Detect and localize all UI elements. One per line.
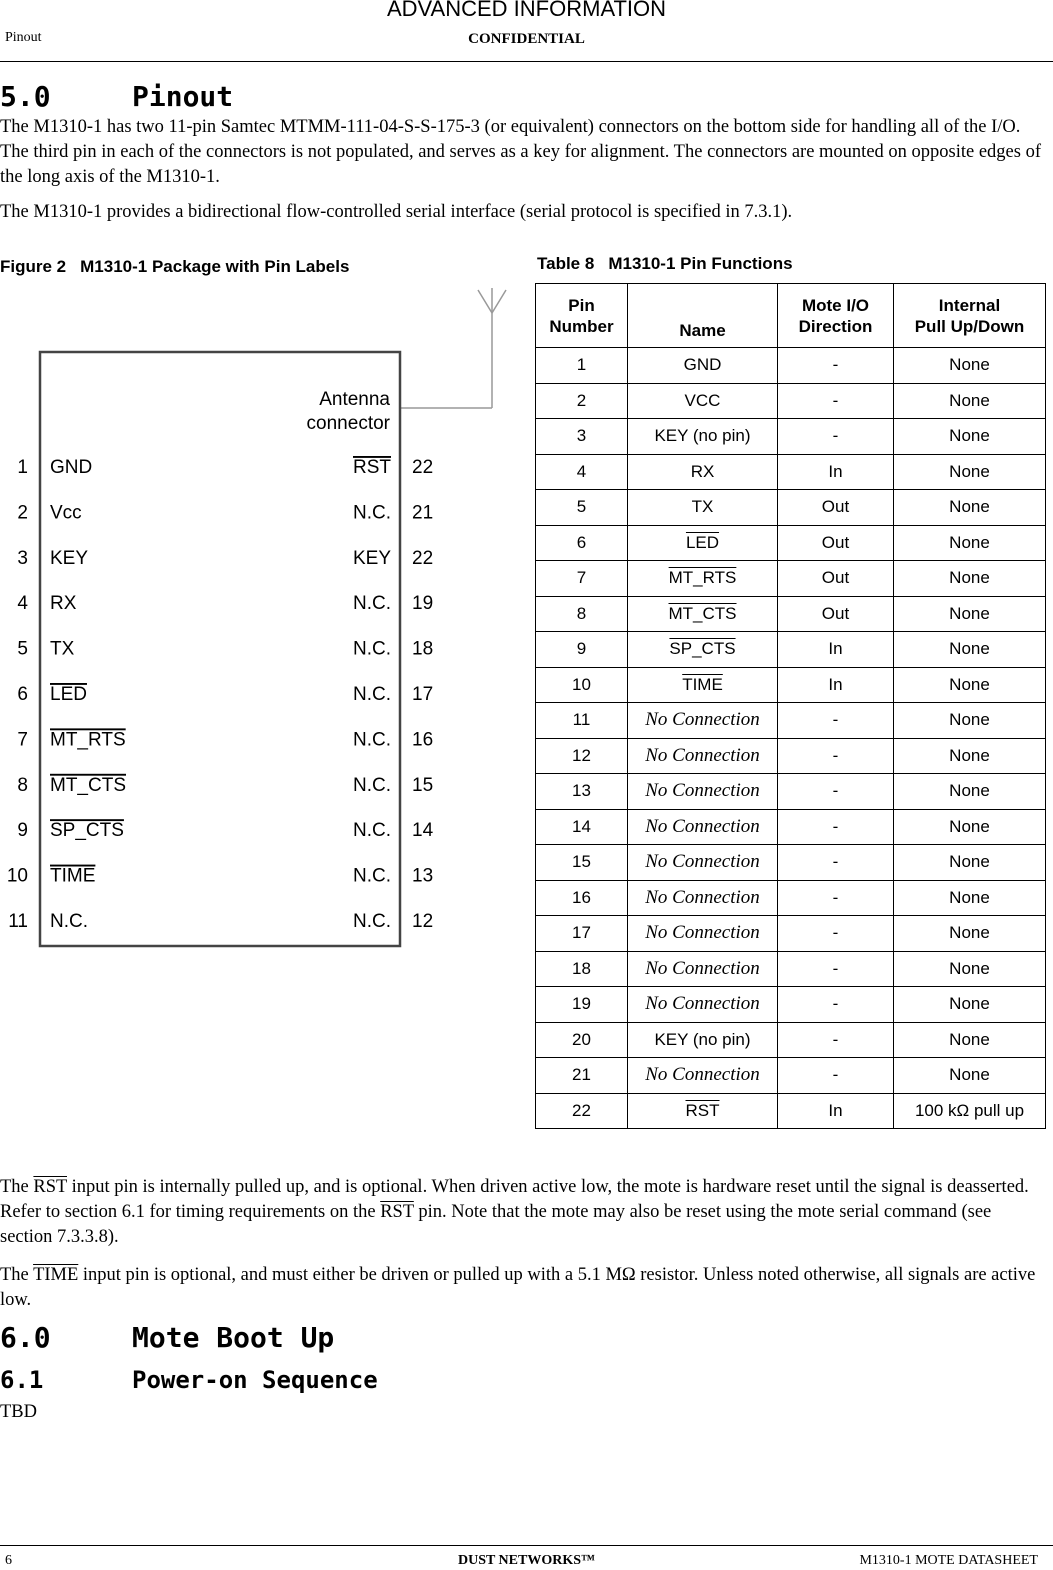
package-pin-diagram	[0, 280, 520, 960]
cell-pin: 13	[536, 774, 628, 810]
pin-label: GND	[50, 457, 93, 478]
cell-name: No Connection	[628, 774, 778, 810]
pinout-paragraph-1: The M1310-1 has two 11-pin Samtec MTMM-111-04-S-S-175-3 (or equivalent) connectors on the bottom side for handling all of the I/O. The third pin in each of the connectors is not populated, and serves as a key for alignment. The connectors are mounted on opposite edges of the long axis of the M1310-1.	[0, 117, 1042, 187]
cell-name: TIME	[628, 667, 778, 703]
section-6-1-heading	[0, 1366, 378, 1394]
table-title: M1310-1 Pin Functions	[608, 254, 793, 273]
rst-signal: $\overline{RST}$	[33, 1177, 67, 1197]
table-row	[536, 667, 1046, 703]
pin-label: SP_CTS	[50, 820, 124, 842]
cell-pull: None	[894, 738, 1046, 774]
time-paragraph: The TIME input pin is optional, and must either be driven or pulled up with a 5.1 MΩ resistor. Unless noted otherwise, all signals are active low.	[0, 1265, 1036, 1310]
pin-number: 18	[412, 638, 434, 660]
pin-label: Vcc	[50, 502, 82, 524]
table-row	[536, 454, 1046, 490]
cell-pin: 9	[536, 632, 628, 668]
pin-number: 9	[17, 820, 28, 842]
cell-direction: -	[778, 845, 894, 881]
antenna-arm-right	[492, 290, 506, 313]
header-direction: Mote I/O Direction	[778, 284, 894, 348]
footer-doc-title: M1310-1 MOTE DATASHEET	[859, 1553, 1038, 1568]
cell-pin: 18	[536, 951, 628, 987]
cell-pin: 1	[536, 348, 628, 384]
cell-pull: 100 kΩ pull up	[894, 1093, 1046, 1129]
cell-name: No Connection	[628, 738, 778, 774]
cell-name: SP_CTS	[628, 632, 778, 668]
right-pin-column	[353, 457, 434, 932]
pin-number: 7	[17, 729, 28, 751]
pin-label: KEY	[352, 547, 391, 569]
cell-pull: None	[894, 845, 1046, 881]
cell-pin: 21	[536, 1058, 628, 1094]
pin-number: 6	[17, 684, 28, 705]
table-row	[536, 916, 1046, 952]
cell-pin: 5	[536, 490, 628, 526]
cell-pin: 15	[536, 845, 628, 881]
figure-caption	[0, 257, 349, 277]
cell-direction: Out	[778, 596, 894, 632]
cell-pin: 14	[536, 809, 628, 845]
rst-paragraph: The $\overline{RST}$ input pin is internally pulled up, and is optional. When driven active low, the mote is hardware reset until the signal is deasserted. Refer to section 6.1 for timing requirements on the $\overline{RST}$ pin. Note that the mote may also be reset using the mote serial command (see section 7.3.3.8).	[0, 1177, 1029, 1247]
pin-label: LED	[50, 684, 87, 705]
cell-pull: None	[894, 774, 1046, 810]
antenna-label-line1: Antenna	[319, 389, 390, 410]
pin-label: MT_RTS	[50, 729, 126, 751]
table-row	[536, 525, 1046, 561]
cell-pin: 20	[536, 1022, 628, 1058]
pin-label: RST	[353, 457, 391, 478]
cell-name: No Connection	[628, 880, 778, 916]
cell-pin: 19	[536, 987, 628, 1023]
cell-name: VCC	[628, 383, 778, 419]
pin-label: N.C.	[353, 729, 391, 751]
pin-number: 17	[412, 684, 434, 705]
subsection-number: 6.1	[0, 1366, 44, 1394]
footer-rule	[0, 1545, 1053, 1546]
header-rule	[0, 61, 1053, 62]
cell-direction: In	[778, 454, 894, 490]
cell-direction: Out	[778, 525, 894, 561]
cell-direction: -	[778, 348, 894, 384]
cell-pull: None	[894, 596, 1046, 632]
table-row	[536, 419, 1046, 455]
cell-pull: None	[894, 987, 1046, 1023]
cell-name: $\overline{RST}$	[628, 1093, 778, 1129]
cell-name: TX	[628, 490, 778, 526]
cell-pull: None	[894, 809, 1046, 845]
table-row	[536, 1058, 1046, 1094]
figure-title: M1310-1 Package with Pin Labels	[80, 257, 350, 276]
pin-number: 13	[412, 865, 434, 887]
cell-name: No Connection	[628, 703, 778, 739]
table-row	[536, 951, 1046, 987]
header-section-label: Pinout	[5, 30, 42, 45]
cell-direction: In	[778, 632, 894, 668]
cell-pull: None	[894, 454, 1046, 490]
rst-signal: $\overline{RST}$	[380, 1202, 414, 1222]
cell-pin: 22	[536, 1093, 628, 1129]
pin-label: N.C.	[353, 593, 391, 615]
pin-number: 8	[17, 774, 28, 796]
pin-label: KEY	[50, 547, 89, 569]
pin-number: 5	[17, 638, 28, 660]
pin-number: 22	[412, 457, 434, 478]
table-row	[536, 596, 1046, 632]
section-title: Pinout	[132, 80, 234, 113]
cell-pull: None	[894, 490, 1046, 526]
cell-pull: None	[894, 383, 1046, 419]
pin-number: 16	[412, 729, 434, 751]
cell-direction: Out	[778, 561, 894, 597]
advanced-information-banner: ADVANCED INFORMATION	[386, 0, 667, 21]
cell-direction: -	[778, 1058, 894, 1094]
cell-pin: 16	[536, 880, 628, 916]
table-row	[536, 383, 1046, 419]
pin-number: 3	[17, 547, 28, 569]
cell-pull: None	[894, 703, 1046, 739]
cell-pull: None	[894, 1022, 1046, 1058]
pin-number: 1	[17, 457, 28, 478]
cell-pin: 2	[536, 383, 628, 419]
table-row	[536, 632, 1046, 668]
pin-number: 11	[8, 911, 28, 932]
pin-label: N.C.	[353, 820, 391, 842]
time-signal: TIME	[33, 1265, 79, 1285]
cell-name: No Connection	[628, 809, 778, 845]
pin-label: N.C.	[353, 638, 391, 660]
page-number: 6	[5, 1553, 12, 1568]
cell-pull: None	[894, 348, 1046, 384]
cell-pin: 8	[536, 596, 628, 632]
table-header-row	[536, 284, 1046, 348]
section-number: 6.0	[0, 1321, 51, 1354]
table-row	[536, 1093, 1046, 1129]
pin-number: 21	[412, 502, 434, 524]
cell-direction: -	[778, 774, 894, 810]
pin-label: N.C.	[50, 911, 88, 932]
table-row	[536, 348, 1046, 384]
section-5-heading	[0, 80, 233, 113]
pin-label: N.C.	[353, 774, 391, 796]
section-title: Mote Boot Up	[132, 1321, 335, 1354]
cell-pin: 6	[536, 525, 628, 561]
cell-name: No Connection	[628, 1058, 778, 1094]
pin-number: 2	[17, 502, 28, 524]
cell-direction: In	[778, 1093, 894, 1129]
antenna-label-line2: connector	[306, 413, 390, 434]
pin-label: N.C.	[353, 502, 391, 524]
power-on-body: TBD	[0, 1402, 37, 1422]
cell-pull: None	[894, 916, 1046, 952]
table-row	[536, 809, 1046, 845]
pin-label: N.C.	[353, 865, 391, 887]
pin-number: 22	[412, 547, 434, 569]
pin-label: N.C.	[353, 911, 391, 932]
header-confidential: CONFIDENTIAL	[468, 31, 585, 47]
table-row	[536, 703, 1046, 739]
cell-name: $\overline{LED}$	[628, 525, 778, 561]
cell-name: RX	[628, 454, 778, 490]
pin-label: TX	[50, 638, 75, 660]
cell-pull: None	[894, 561, 1046, 597]
cell-pin: 17	[536, 916, 628, 952]
cell-direction: -	[778, 383, 894, 419]
pin-label: N.C.	[353, 684, 391, 705]
pin-number: 10	[6, 865, 28, 887]
table-row	[536, 880, 1046, 916]
cell-name: MT_CTS	[628, 596, 778, 632]
cell-pull: None	[894, 667, 1046, 703]
cell-pin: 10	[536, 667, 628, 703]
cell-direction: In	[778, 667, 894, 703]
table-row	[536, 774, 1046, 810]
cell-name: KEY (no pin)	[628, 419, 778, 455]
pin-number: 19	[412, 593, 434, 615]
cell-pull: None	[894, 419, 1046, 455]
cell-name: GND	[628, 348, 778, 384]
cell-pin: 12	[536, 738, 628, 774]
cell-pin: 11	[536, 703, 628, 739]
cell-pin: 3	[536, 419, 628, 455]
table-label: Table 8	[537, 254, 595, 273]
section-6-heading	[0, 1321, 334, 1354]
section-number: 5.0	[0, 80, 51, 113]
cell-pin: 4	[536, 454, 628, 490]
cell-direction: -	[778, 916, 894, 952]
pin-number: 4	[17, 593, 28, 615]
cell-name: MT_RTS	[628, 561, 778, 597]
cell-name: No Connection	[628, 845, 778, 881]
cell-direction: -	[778, 1022, 894, 1058]
header-pin-number: Pin Number	[536, 284, 628, 348]
figure-label: Figure 2	[0, 257, 67, 276]
cell-direction: -	[778, 809, 894, 845]
footer-company: DUST NETWORKS™	[457, 1553, 596, 1568]
pin-label: TIME	[50, 865, 96, 887]
header-pull: Internal Pull Up/Down	[894, 284, 1046, 348]
table-row	[536, 738, 1046, 774]
left-pin-column	[7, 457, 126, 932]
cell-name: No Connection	[628, 951, 778, 987]
cell-pull: None	[894, 525, 1046, 561]
pinout-paragraph-2: The M1310-1 provides a bidirectional flow-controlled serial interface (serial protocol is specified in 7.3.1).	[0, 202, 793, 222]
cell-name: No Connection	[628, 916, 778, 952]
table-row	[536, 1022, 1046, 1058]
antenna-arm-left	[478, 290, 492, 313]
pin-number: 12	[412, 911, 434, 932]
cell-pull: None	[894, 880, 1046, 916]
cell-direction: -	[778, 880, 894, 916]
subsection-title: Power-on Sequence	[132, 1366, 378, 1394]
pin-number: 15	[412, 774, 434, 796]
cell-direction: -	[778, 419, 894, 455]
cell-pin: 7	[536, 561, 628, 597]
cell-direction: -	[778, 738, 894, 774]
pin-label: RX	[50, 593, 77, 615]
pin-functions-table	[535, 283, 1046, 1129]
pin-label: MT_CTS	[50, 774, 126, 796]
cell-direction: -	[778, 987, 894, 1023]
module-outline	[40, 352, 400, 946]
table-row	[536, 987, 1046, 1023]
cell-pull: None	[894, 951, 1046, 987]
table-row	[536, 490, 1046, 526]
table-row	[536, 845, 1046, 881]
cell-direction: -	[778, 951, 894, 987]
table-caption	[537, 254, 793, 274]
cell-name: No Connection	[628, 987, 778, 1023]
cell-name: KEY (no pin)	[628, 1022, 778, 1058]
cell-direction: Out	[778, 490, 894, 526]
cell-pull: None	[894, 1058, 1046, 1094]
cell-direction: -	[778, 703, 894, 739]
table-row	[536, 561, 1046, 597]
cell-pull: None	[894, 632, 1046, 668]
header-name: Name	[628, 284, 778, 348]
pin-number: 14	[412, 820, 434, 842]
